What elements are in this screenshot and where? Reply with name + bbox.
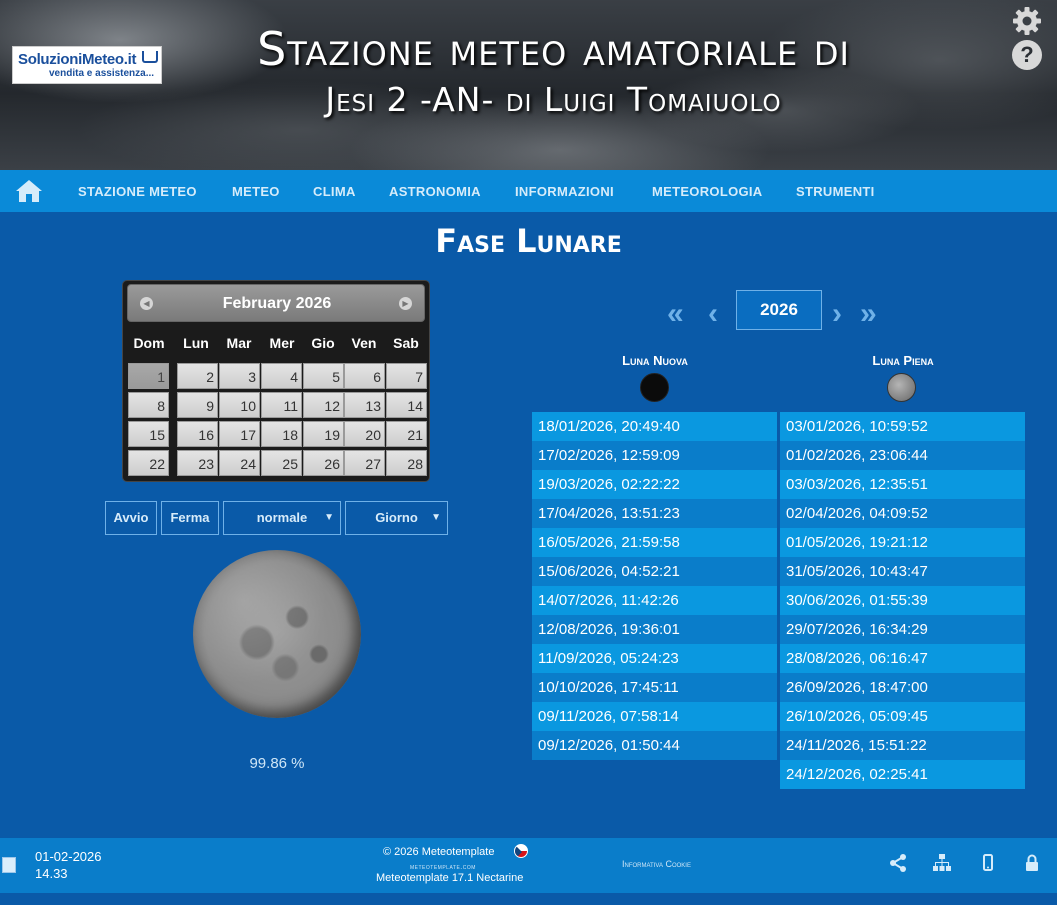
full-moon-heading: Luna Piena <box>872 353 934 368</box>
mobile-icon[interactable] <box>978 853 998 873</box>
calendar-day-cell[interactable]: 14 <box>386 392 427 418</box>
full-moon-date-row: 26/10/2026, 05:09:45 <box>780 702 1025 731</box>
calendar-day-cell[interactable]: 28 <box>386 450 427 476</box>
help-icon[interactable]: ? <box>1012 40 1042 70</box>
calendar-day-cell[interactable]: 13 <box>344 392 385 418</box>
weekday-label: Mer <box>269 335 295 351</box>
footer-time: 14.33 <box>35 866 68 881</box>
weekday-label: Lun <box>183 335 209 351</box>
footer-site-link[interactable]: meteotemplate.com <box>410 864 476 871</box>
sitemap-icon[interactable] <box>932 853 952 873</box>
full-moon-list <box>780 412 1025 789</box>
calendar-day-cell[interactable]: 11 <box>261 392 302 418</box>
last-year-button[interactable]: » <box>860 297 877 330</box>
nav-informazioni[interactable]: INFORMAZIONI <box>515 184 614 199</box>
logo-tagline: vendita e assistenza... <box>49 68 155 79</box>
full-moon-date-row: 02/04/2026, 04:09:52 <box>780 499 1025 528</box>
full-moon-date-row: 31/05/2026, 10:43:47 <box>780 557 1025 586</box>
new-moon-date-row: 14/07/2026, 11:42:26 <box>532 586 777 615</box>
full-moon-date-row: 24/12/2026, 02:25:41 <box>780 760 1025 789</box>
calendar-day-cell[interactable]: 16 <box>177 421 218 447</box>
calendar-day-cell[interactable]: 24 <box>219 450 260 476</box>
calendar-day-cell[interactable]: 18 <box>261 421 302 447</box>
full-moon-date-row: 26/09/2026, 18:47:00 <box>780 673 1025 702</box>
calendar-prev-month-button[interactable]: ◀ <box>140 297 153 310</box>
calendar-next-month-button[interactable]: ▶ <box>399 297 412 310</box>
new-moon-date-row: 18/01/2026, 20:49:40 <box>532 412 777 441</box>
share-icon[interactable] <box>888 853 908 873</box>
page-title: Fase Lunare <box>435 222 622 260</box>
calendar-day-cell[interactable]: 1 <box>128 363 169 389</box>
logo-brand: SoluzioniMeteo.it <box>18 51 137 68</box>
new-moon-icon <box>640 373 669 402</box>
new-moon-date-row: 19/03/2026, 02:22:22 <box>532 470 777 499</box>
full-moon-date-row: 03/03/2026, 12:35:51 <box>780 470 1025 499</box>
calendar-day-cell[interactable]: 23 <box>177 450 218 476</box>
chevron-down-icon: ▼ <box>324 512 334 523</box>
weekday-label: Gio <box>311 335 335 351</box>
nav-clima[interactable]: CLIMA <box>313 184 356 199</box>
footer-bottom-strip <box>0 893 1057 905</box>
calendar-day-cell[interactable]: 15 <box>128 421 169 447</box>
calendar-day-cell[interactable]: 7 <box>386 363 427 389</box>
broken-image-icon <box>2 857 16 873</box>
calendar-day-cell[interactable]: 9 <box>177 392 218 418</box>
new-moon-date-row: 15/06/2026, 04:52:21 <box>532 557 777 586</box>
main-navigation <box>0 170 1057 212</box>
nav-meteorologia[interactable]: METEOROLOGIA <box>652 184 763 199</box>
czech-flag-icon <box>514 844 528 858</box>
calendar-day-cell[interactable]: 5 <box>303 363 344 389</box>
calendar-day-cell[interactable]: 25 <box>261 450 302 476</box>
new-moon-date-row: 17/02/2026, 12:59:09 <box>532 441 777 470</box>
nav-strumenti[interactable]: STRUMENTI <box>796 184 875 199</box>
next-year-button[interactable]: › <box>832 297 842 330</box>
footer-copyright: © 2026 Meteotemplate <box>383 846 495 858</box>
speed-select-value: normale <box>256 510 308 525</box>
new-moon-date-row: 10/10/2026, 17:45:11 <box>532 673 777 702</box>
moon-illumination-percent: 99.86 % <box>249 755 305 772</box>
new-moon-heading: Luna Nuova <box>622 353 688 368</box>
step-select-value: Giorno <box>375 510 418 525</box>
gear-icon[interactable] <box>1012 6 1042 36</box>
footer-version: Meteotemplate 17.1 Nectarine <box>376 872 524 884</box>
weekday-label: Mar <box>226 335 252 351</box>
full-moon-date-row: 29/07/2026, 16:34:29 <box>780 615 1025 644</box>
calendar-day-cell[interactable]: 3 <box>219 363 260 389</box>
nav-meteo[interactable]: METEO <box>232 184 280 199</box>
animation-stop-button[interactable]: Ferma <box>161 501 219 535</box>
calendar-header <box>127 284 425 322</box>
site-subtitle: Jesi 2 -AN- di Luigi Tomaiuolo <box>325 80 782 119</box>
header-banner <box>0 0 1057 170</box>
new-moon-date-row: 12/08/2026, 19:36:01 <box>532 615 777 644</box>
new-moon-date-row: 09/11/2026, 07:58:14 <box>532 702 777 731</box>
home-icon[interactable] <box>14 178 44 204</box>
new-moon-list <box>532 412 777 760</box>
nav-astronomia[interactable]: ASTRONOMIA <box>389 184 481 199</box>
calendar-day-cell[interactable]: 4 <box>261 363 302 389</box>
calendar-day-cell[interactable]: 22 <box>128 450 169 476</box>
calendar-day-cell[interactable]: 10 <box>219 392 260 418</box>
full-moon-date-row: 28/08/2026, 06:16:47 <box>780 644 1025 673</box>
new-moon-date-row: 17/04/2026, 13:51:23 <box>532 499 777 528</box>
new-moon-date-row: 09/12/2026, 01:50:44 <box>532 731 777 760</box>
calendar-month-label: February 2026 <box>222 295 332 312</box>
step-select[interactable] <box>345 501 448 535</box>
new-moon-date-row: 16/05/2026, 21:59:58 <box>532 528 777 557</box>
lock-icon[interactable] <box>1022 853 1042 873</box>
calendar-weekday-row <box>127 335 427 353</box>
full-moon-date-row: 01/05/2026, 19:21:12 <box>780 528 1025 557</box>
calendar-day-cell[interactable]: 19 <box>303 421 344 447</box>
animation-start-button[interactable]: Avvio <box>105 501 157 535</box>
calendar-day-cell[interactable]: 20 <box>344 421 385 447</box>
moon-phase-image <box>193 550 361 718</box>
full-moon-date-row: 24/11/2026, 15:51:22 <box>780 731 1025 760</box>
calendar-day-cell[interactable]: 21 <box>386 421 427 447</box>
new-moon-date-row: 11/09/2026, 05:24:23 <box>532 644 777 673</box>
calendar-day-cell[interactable]: 27 <box>344 450 385 476</box>
calendar-day-cell[interactable]: 26 <box>303 450 344 476</box>
calendar-day-cell[interactable]: 17 <box>219 421 260 447</box>
full-moon-date-row: 01/02/2026, 23:06:44 <box>780 441 1025 470</box>
weekday-label: Dom <box>133 335 165 351</box>
footer-date: 01-02-2026 <box>35 849 102 864</box>
previous-year-button[interactable]: ‹ <box>708 297 718 330</box>
year-display: 2026 <box>736 290 822 330</box>
calendar-day-cell[interactable]: 2 <box>177 363 218 389</box>
site-title: Stazione meteo amatoriale di <box>257 22 850 76</box>
weekday-label: Sab <box>393 335 419 351</box>
date-calendar <box>122 280 430 482</box>
calendar-day-cell[interactable]: 12 <box>303 392 344 418</box>
weekday-label: Ven <box>351 335 377 351</box>
calendar-day-cell[interactable]: 6 <box>344 363 385 389</box>
calendar-day-cell[interactable]: 8 <box>128 392 169 418</box>
cookie-policy-link[interactable]: Informativa Cookie <box>622 859 691 869</box>
speed-select[interactable] <box>223 501 341 535</box>
full-moon-date-row: 30/06/2026, 01:55:39 <box>780 586 1025 615</box>
full-moon-icon <box>887 373 916 402</box>
first-year-button[interactable]: « <box>667 297 684 330</box>
chevron-down-icon: ▼ <box>431 512 441 523</box>
nav-stazione-meteo[interactable]: STAZIONE METEO <box>78 184 197 199</box>
full-moon-date-row: 03/01/2026, 10:59:52 <box>780 412 1025 441</box>
